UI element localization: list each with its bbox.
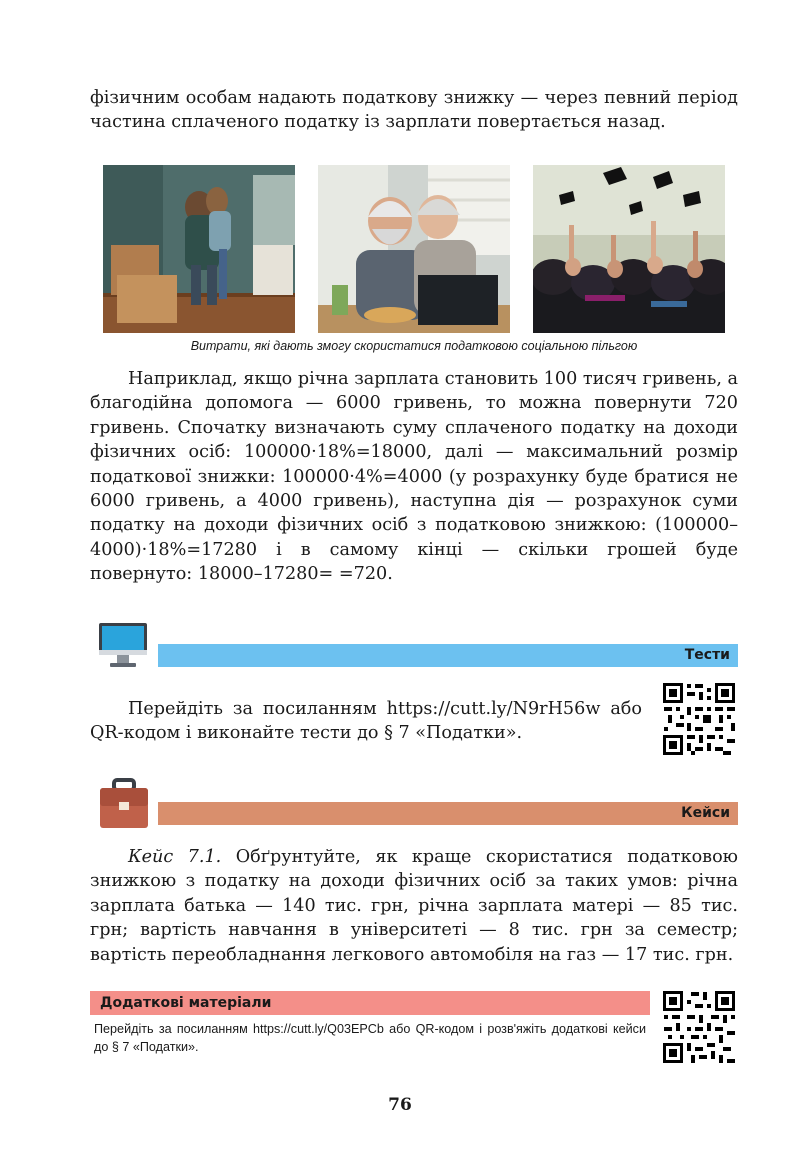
tests-title: Тести — [684, 647, 730, 663]
case-text: Обґрунтуйте, як краще скористатися податковою знижкою з податку на доходи фізичних осіб за таких умов: річна зарплата батька — 140 тис. грн, річна зарплата матері — 85 тис. грн; вартість навчання в університеті — 8 тис. грн за семестр; вартість переобладнання легкового автомобіля на газ — 17 тис. грн. — [90, 847, 738, 965]
tests-section-bar — [158, 644, 738, 667]
page-number: 76 — [388, 1095, 412, 1115]
extra-text: Перейдіть за посиланням https://cutt.ly/Q03EPCb або QR-кодом і розв'яжіть додаткові кейси до § 7 «Податки». — [94, 1022, 646, 1054]
couple-hugging-moving-boxes-photo — [103, 165, 295, 333]
monitor-icon — [98, 622, 150, 670]
case-label: Кейс 7.1. — [128, 847, 222, 867]
tests-qr-code[interactable] — [662, 682, 736, 756]
elderly-couple-laptop-photo — [318, 165, 510, 333]
tests-paragraph — [90, 697, 642, 746]
example-text: Наприклад, якщо річна зарплата становить 100 тисяч гривень, а благодійна допомога — 6000 гривень, то можна повернути 720 гривень. Спочатку визначають суму сплаченого податку на доходи фізичних осіб: 100000·18%=18000, далі — максимальний розмір податкової знижки: 100000·4%=4000 (у розрахунку буде братися не 6000 гривень, а 4000 гривень), наступна дія — розрахунок суми податку на доходи фізичних осіб з податковою знижкою: (100000–4000)·18%=17280 і в самому кінці — скільки грошей буде повернуто: 18000–17280= =720. — [90, 369, 738, 585]
case-text-block — [90, 845, 738, 967]
tests-text: Перейдіть за посиланням https://cutt.ly/N9rH56w або QR-кодом і виконайте тести до § 7 «Податки». — [90, 699, 642, 744]
extra-materials-bar — [90, 991, 650, 1015]
extra-title: Додаткові матеріали — [100, 995, 272, 1011]
intro-paragraph — [90, 86, 738, 135]
graduates-throwing-caps-photo — [533, 165, 725, 333]
extra-qr-code[interactable] — [662, 990, 736, 1064]
example-paragraph — [90, 367, 738, 587]
photos-caption: Витрати, які дають змогу скористатися податковою соціальною пільгою — [190, 339, 638, 353]
briefcase-icon — [98, 778, 150, 830]
cases-section-bar — [158, 802, 738, 825]
case-paragraph — [90, 845, 738, 967]
intro-text: фізичним особам надають податкову знижку — через певний період частина сплаченого податку із зарплати повертається назад. — [90, 88, 738, 133]
cases-title: Кейси — [681, 805, 730, 821]
